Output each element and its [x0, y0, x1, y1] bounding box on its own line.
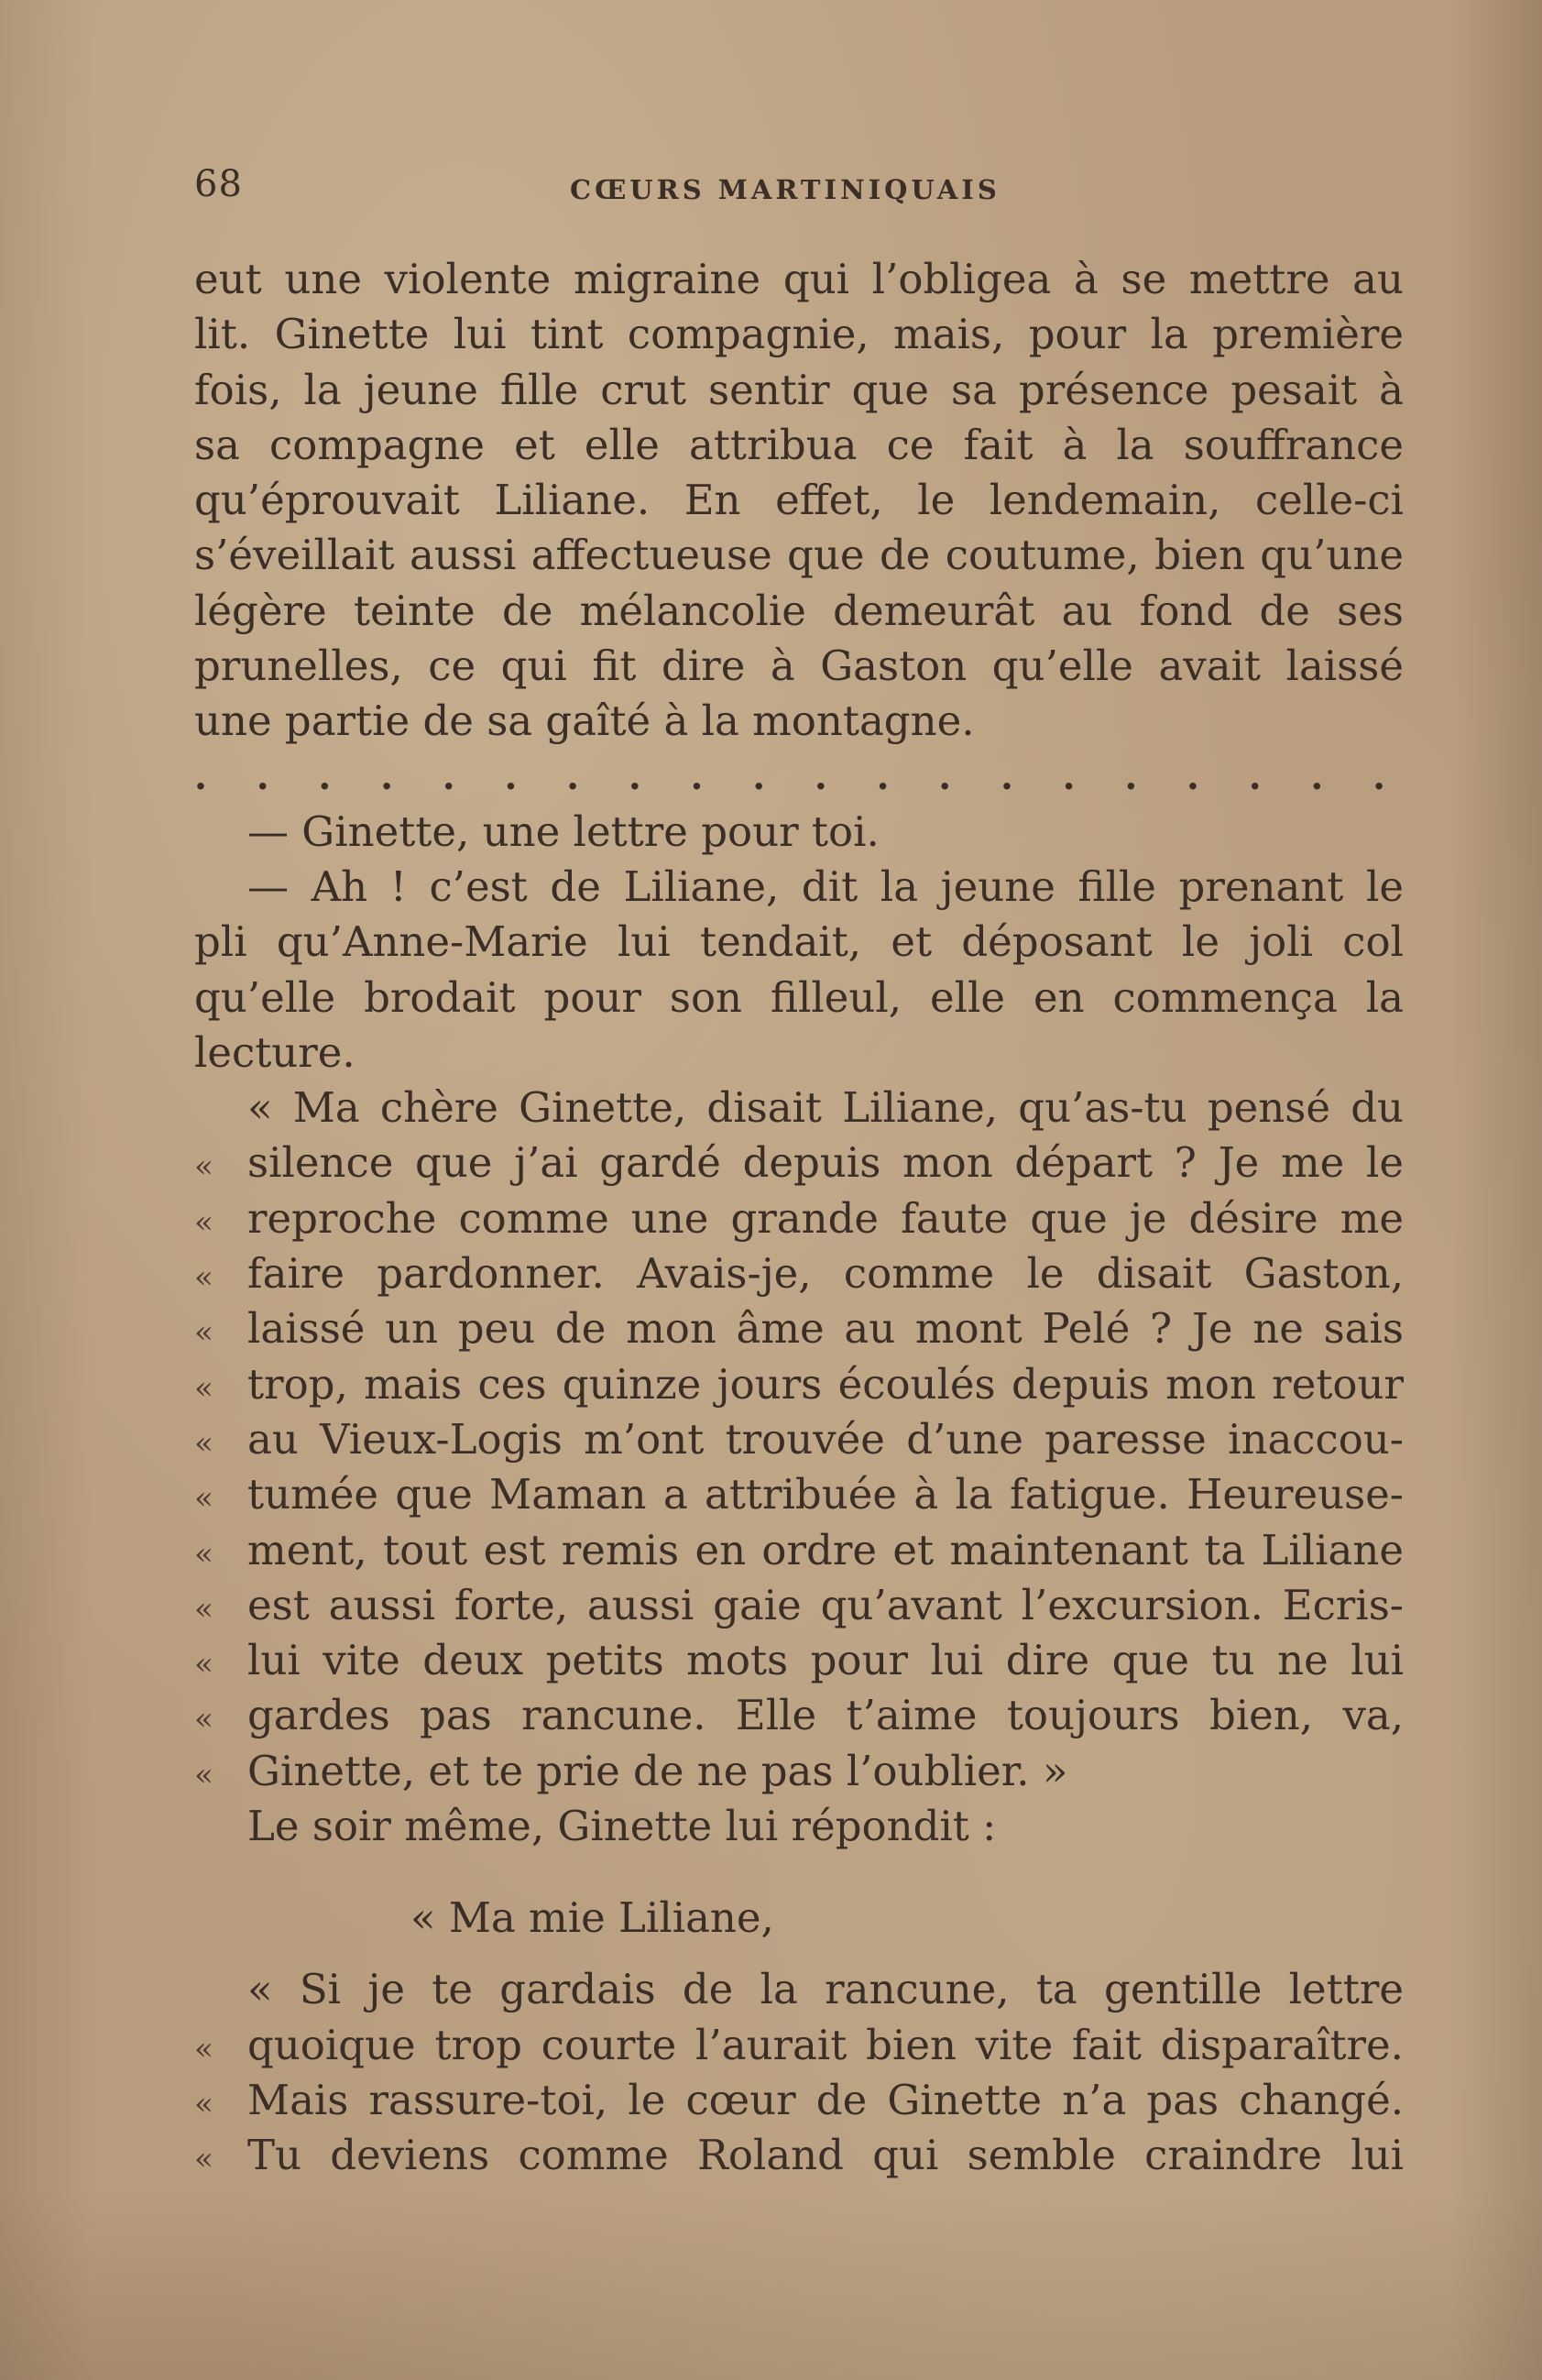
quote-mark: « [194, 1424, 213, 1462]
separator-dot: . [1187, 754, 1199, 798]
letter-line: « quoique trop courte l’aurait bien vite fait disparaître. [194, 2018, 1404, 2073]
section-separator [194, 750, 1404, 805]
separator-dot: . [876, 754, 890, 798]
separator-dot: . [256, 754, 269, 798]
quote-mark: « [194, 1259, 213, 1297]
reply-intro: Le soir même, Ginette lui répondit : [247, 1802, 997, 1851]
letter-line: « reproche comme une grande faute que je désire me [194, 1191, 1404, 1246]
separator-dot: . [938, 754, 952, 798]
separator-dot: . [504, 754, 518, 798]
dialogue-line: — Ginette, une lettre pour toi. [247, 806, 880, 856]
page-header [194, 163, 1404, 218]
text-line: prunelles, ce qui fit dire à Gaston qu’elle avait laissé [194, 642, 1404, 691]
page-body [194, 252, 1404, 2184]
separator-dot: . [814, 754, 827, 798]
quote-mark: « [194, 1756, 213, 1793]
letter-line: « gardes pas rancune. Elle t’aime toujours bien, va, [194, 1688, 1404, 1743]
separator-dot: . [1124, 754, 1138, 798]
quote-mark: « [194, 2141, 213, 2178]
text-line: s’éveillait aussi affectueuse que de coutume, bien qu’une [194, 531, 1404, 580]
letter-line: « tumée que Maman a attribuée à la fatigue. Heureuse- [194, 1467, 1404, 1522]
letter-line: « Si je te gardais de la rancune, ta gentille lettre [247, 1965, 1404, 2014]
quote-mark: « [194, 1535, 213, 1573]
page-number: 68 [194, 163, 243, 205]
letter-from-liliane [194, 1080, 1404, 1799]
letter-line: « faire pardonner. Avais-je, comme le disait Gaston, [194, 1246, 1404, 1301]
letter-line: « trop, mais ces quinze jours écoulés depuis mon retour [194, 1357, 1404, 1412]
letter-line: « au Vieux-Logis m’ont trouvée d’une paresse inaccou- [194, 1412, 1404, 1467]
quote-mark: « [194, 1148, 213, 1186]
text-line: qu’elle brodait pour son filleul, elle en commença la [194, 972, 1404, 1022]
separator-dot: . [1000, 754, 1013, 798]
dialogue-line: — Ah ! c’est de Liliane, dit la jeune fille prenant le [247, 861, 1404, 911]
text-line: légère teinte de mélancolie demeurât au fond de ses [194, 586, 1404, 635]
paragraph-1 [194, 252, 1404, 750]
separator-dot: . [380, 754, 393, 798]
quote-mark: « [194, 1369, 213, 1407]
separator-dot: . [194, 754, 207, 798]
separator-dot: . [628, 754, 641, 798]
letter-line: « laissé un peu de mon âme au mont Pelé ? Je ne sais [194, 1301, 1404, 1356]
letter-line: « lui vite deux petits mots pour lui dire que tu ne lui [194, 1633, 1404, 1688]
text-line: qu’éprouvait Liliane. En effet, le lendemain, celle-ci [194, 476, 1404, 525]
text-line: lecture. [194, 1027, 355, 1077]
separator-dot: . [752, 754, 766, 798]
separator-dot: . [690, 754, 704, 798]
text-line: eut une violente migraine qui l’obligea à se mettre au [194, 255, 1404, 303]
text-line: fois, la jeune fille crut sentir que sa présence pesait à [194, 365, 1404, 414]
quote-mark: « [194, 1646, 213, 1684]
letter-line: « Ginette, et te prie de ne pas l’oublier. » [194, 1744, 1404, 1799]
separator-dot: . [318, 754, 332, 798]
separator-dot: . [1372, 754, 1385, 798]
letter-line: « Ma chère Ginette, disait Liliane, qu’as-tu pensé du [247, 1083, 1404, 1133]
running-title: CŒURS MARTINIQUAIS [570, 174, 1001, 205]
quote-mark: « [194, 2085, 213, 2122]
text-line: une partie de sa gaîté à la montagne. [194, 696, 975, 746]
separator-dot: . [1062, 754, 1076, 798]
letter-line: « Mais rassure-toi, le cœur de Ginette n’a pas changé. [194, 2073, 1404, 2128]
text-line: sa compagne et elle attribua ce fait à la souffrance [194, 420, 1404, 469]
quote-mark: « [194, 1701, 213, 1738]
separator-dot: . [1248, 754, 1262, 798]
letter-line: « est aussi forte, aussi gaie qu’avant l’excursion. Ecris- [194, 1578, 1404, 1633]
separator-dot: . [442, 754, 455, 798]
letter-line: « silence que j’ai gardé depuis mon départ ? Je me le [194, 1135, 1404, 1190]
dialogue [194, 805, 1404, 1080]
quote-mark: « [194, 1203, 213, 1241]
letter-from-ginette [194, 1891, 1404, 2183]
letter-line: « ment, tout est remis en ordre et maintenant ta Liliane [194, 1523, 1404, 1578]
quote-mark: « [194, 1314, 213, 1352]
letter-salutation: « Ma mie Liliane, [410, 1893, 774, 1943]
quote-mark: « [194, 1480, 213, 1518]
text-line: lit. Ginette lui tint compagnie, mais, pour la première [194, 310, 1404, 359]
quote-mark: « [194, 1590, 213, 1628]
text-line: pli qu’Anne-Marie lui tendait, et déposant le joli col [194, 917, 1404, 967]
separator-dot: . [566, 754, 580, 798]
quote-mark: « [194, 2030, 213, 2067]
letter-line: « Tu deviens comme Roland qui semble craindre lui [194, 2128, 1404, 2183]
separator-dot: . [1310, 754, 1324, 798]
